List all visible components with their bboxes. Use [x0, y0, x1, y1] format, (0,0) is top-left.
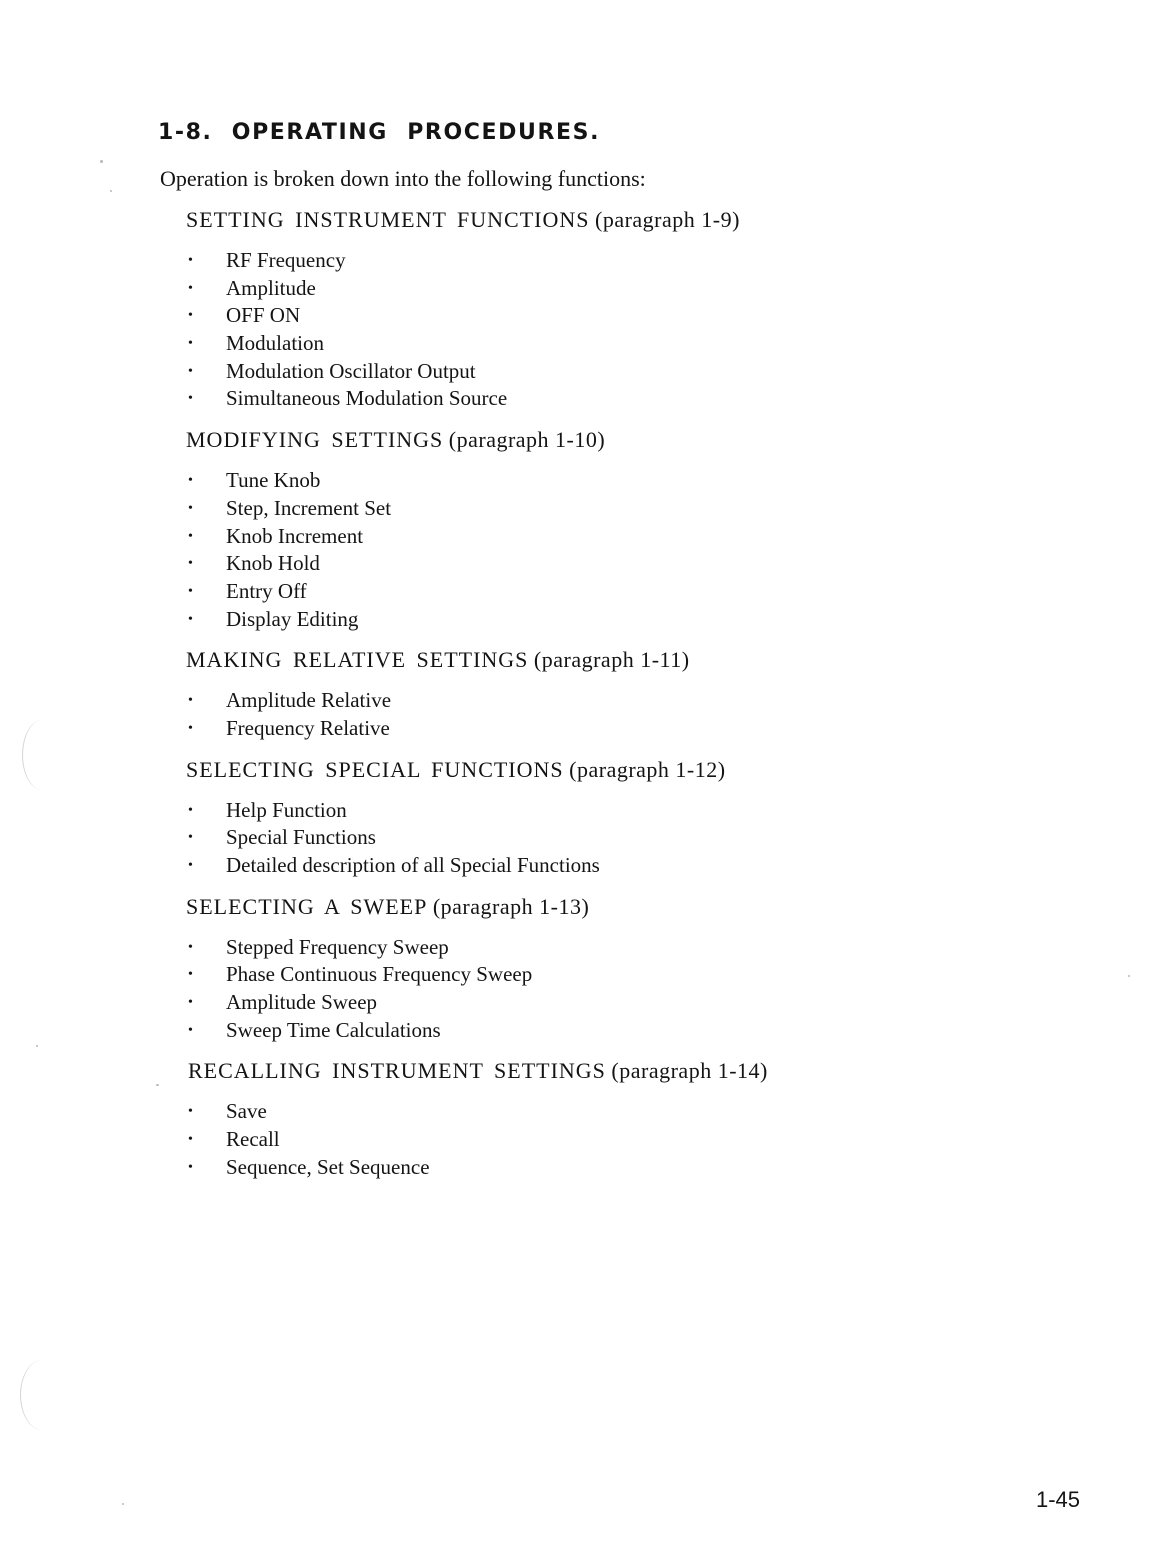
item-list — [186, 934, 1086, 1045]
section-name: SELECTING SPECIAL FUNCTIONS — [186, 756, 564, 782]
list-item: • Simultaneous Modulation Source — [186, 385, 1086, 413]
section-title-selecting-a-sweep — [186, 892, 1086, 922]
section-title-modifying-settings — [186, 425, 1086, 455]
section-reference: (paragraph 1-12) — [569, 756, 726, 782]
section-name: SELECTING A SWEEP — [186, 893, 428, 919]
item-list — [186, 467, 1086, 633]
list-item: • Sequence, Set Sequence — [186, 1154, 1086, 1182]
list-item: • Amplitude Relative — [186, 687, 1086, 715]
list-item: • Step, Increment Set — [186, 495, 1086, 523]
list-item: • Stepped Frequency Sweep — [186, 934, 1086, 962]
scan-speck — [100, 160, 103, 163]
section-heading: 1-8. OPERATING PROCEDURES. — [158, 120, 601, 145]
list-item: • Frequency Relative — [186, 715, 1086, 743]
list-item: • Modulation — [186, 330, 1086, 358]
section-reference: (paragraph 1-10) — [448, 427, 606, 453]
page-number: 1-45 — [1036, 1487, 1081, 1512]
section-reference: (paragraph 1-11) — [533, 647, 690, 673]
scan-speck — [110, 190, 112, 192]
section-title-recalling-instrument-settings — [188, 1056, 1086, 1086]
list-item: • Detailed description of all Special Functions — [186, 852, 1086, 880]
section-reference: (paragraph 1-13) — [432, 893, 590, 919]
item-list — [186, 797, 1086, 880]
scan-speck — [36, 1045, 38, 1047]
section-reference: (paragraph 1-9) — [595, 207, 740, 232]
scan-artifact — [22, 720, 63, 790]
scan-speck — [1128, 975, 1130, 977]
section-name: MAKING RELATIVE SETTINGS — [186, 647, 529, 673]
section-name: RECALLING INSTRUMENT SETTINGS — [188, 1058, 606, 1084]
list-item: • Knob Hold — [186, 550, 1086, 578]
list-item: • Amplitude Sweep — [186, 989, 1086, 1017]
section-name: SETTING INSTRUMENT FUNCTIONS — [186, 207, 590, 232]
list-item: • RF Frequency — [186, 247, 1086, 275]
list-item: • Phase Continuous Frequency Sweep — [186, 961, 1086, 989]
list-item: • Amplitude — [186, 275, 1086, 303]
section-name: MODIFYING SETTINGS — [186, 427, 444, 453]
list-item: • Recall — [186, 1126, 1086, 1154]
list-item: • Tune Knob — [186, 467, 1086, 495]
section-title-setting-instrument-functions — [186, 205, 1086, 235]
scan-speck — [122, 1503, 124, 1505]
item-list — [186, 1098, 1086, 1181]
scan-speck — [156, 1084, 159, 1086]
scan-artifact — [20, 1360, 65, 1430]
list-item: • Modulation Oscillator Output — [186, 358, 1086, 386]
list-item: • Sweep Time Calculations — [186, 1017, 1086, 1045]
section-title-selecting-special-functions — [186, 755, 1086, 785]
intro-text: Operation is broken down into the following functions: — [160, 166, 646, 191]
section-title-making-relative-settings — [186, 645, 1086, 675]
list-item: • Display Editing — [186, 606, 1086, 634]
procedure-sections — [186, 205, 1086, 1194]
section-reference: (paragraph 1-14) — [611, 1058, 768, 1084]
list-item: • Knob Increment — [186, 523, 1086, 551]
list-item: • OFF ON — [186, 302, 1086, 330]
item-list — [186, 687, 1086, 742]
list-item: • Special Functions — [186, 824, 1086, 852]
item-list — [186, 247, 1086, 413]
list-item: • Entry Off — [186, 578, 1086, 606]
list-item: • Help Function — [186, 797, 1086, 825]
list-item: • Save — [186, 1098, 1086, 1126]
